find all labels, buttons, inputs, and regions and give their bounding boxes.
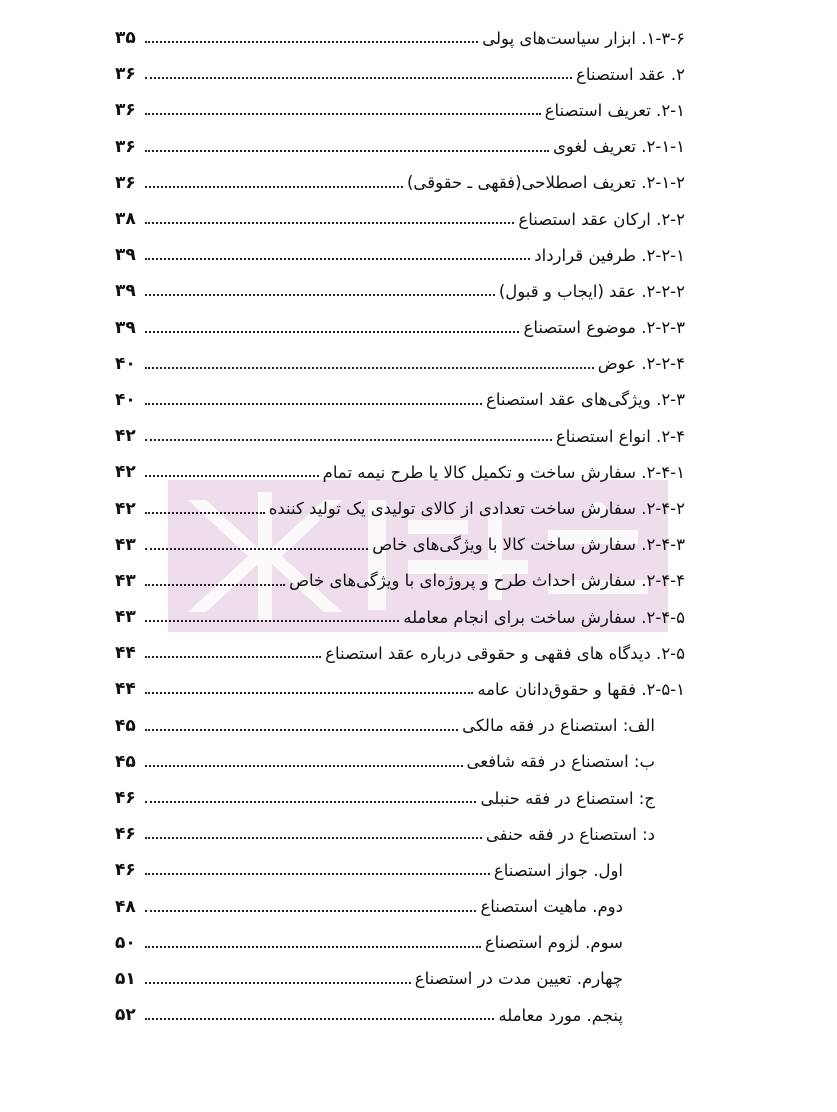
- toc-title: ۲-۱-۲. تعریف اصطلاحی(فقهی ـ حقوقی): [407, 173, 685, 193]
- toc-title: سوم. لزوم استصناع: [484, 933, 623, 953]
- toc-leader-dots: [145, 403, 482, 405]
- toc-entry: [115, 527, 685, 563]
- toc-entry: [115, 490, 685, 526]
- toc-title: ج: استصناع در فقه حنبلی: [480, 788, 655, 808]
- toc-leader-dots: [145, 150, 549, 152]
- toc-page-number: ۳۵: [115, 28, 136, 49]
- toc-entry: [115, 925, 685, 961]
- toc-page-number: ۴۳: [115, 534, 136, 555]
- toc-title: ۲-۲. ارکان عقد استصناع: [518, 209, 685, 229]
- toc-entry: [115, 237, 685, 273]
- toc-title: ۲-۱-۱. تعریف لغوی: [553, 137, 685, 157]
- toc-entry: [115, 418, 685, 454]
- toc-page-number: ۴۲: [115, 462, 136, 483]
- toc-entry: [115, 671, 685, 707]
- toc-title: ۱-۳-۶. ابزار سیاست‌های پولی: [482, 28, 685, 48]
- toc-leader-dots: [145, 982, 411, 984]
- toc-title: ۲-۵-۱. فقها و حقوق‌دانان عامه: [477, 679, 685, 699]
- toc-page-number: ۳۹: [115, 281, 136, 302]
- toc-page-number: ۴۳: [115, 607, 136, 628]
- toc-title: ۲-۴-۱. سفارش ساخت و تکمیل کالا یا طرح نیمه تمام: [322, 462, 685, 482]
- toc-entry: [115, 201, 685, 237]
- toc-entry: [115, 20, 685, 56]
- toc-page-number: ۳۶: [115, 172, 136, 193]
- toc-page-number: ۴۶: [115, 788, 136, 809]
- toc-page-number: ۳۶: [115, 100, 136, 121]
- toc-leader-dots: [145, 729, 458, 731]
- toc-leader-dots: [145, 1018, 494, 1020]
- toc-entry: [115, 780, 685, 816]
- toc-page-number: ۵۱: [115, 968, 136, 989]
- toc-leader-dots: [145, 367, 594, 369]
- toc-title: ۲-۳. ویژگی‌های عقد استصناع: [486, 390, 685, 410]
- toc-entry: [115, 129, 685, 165]
- toc-leader-dots: [145, 512, 265, 514]
- toc-leader-dots: [145, 331, 519, 333]
- toc-leader-dots: [145, 656, 321, 658]
- toc-page-number: ۴۲: [115, 426, 136, 447]
- table-of-contents: [115, 20, 685, 1033]
- toc-entry: [115, 635, 685, 671]
- toc-leader-dots: [145, 439, 552, 441]
- toc-leader-dots: [145, 258, 530, 260]
- toc-page-number: ۴۴: [115, 643, 136, 664]
- toc-entry: [115, 997, 685, 1033]
- toc-title: ۲-۱. تعریف استصناع: [544, 100, 685, 120]
- toc-title: ۲-۲-۲. عقد (ایجاب و قبول): [498, 281, 685, 301]
- toc-page-number: ۴۵: [115, 751, 136, 772]
- toc-entry: [115, 56, 685, 92]
- toc-page-number: ۳۶: [115, 64, 136, 85]
- toc-page-number: ۴۵: [115, 715, 136, 736]
- toc-entry: [115, 744, 685, 780]
- toc-entry: [115, 563, 685, 599]
- toc-leader-dots: [145, 186, 403, 188]
- toc-title: چهارم. تعیین مدت در استصناع: [414, 969, 623, 989]
- toc-leader-dots: [145, 475, 319, 477]
- toc-leader-dots: [145, 620, 399, 622]
- toc-page-number: ۵۲: [115, 1005, 136, 1026]
- toc-leader-dots: [145, 584, 285, 586]
- toc-title: اول. جواز استصناع: [493, 860, 623, 880]
- toc-title: ب: استصناع در فقه شافعی: [466, 752, 655, 772]
- toc-page-number: ۳۸: [115, 209, 136, 230]
- toc-leader-dots: [145, 765, 463, 767]
- toc-entry: [115, 599, 685, 635]
- toc-entry: [115, 92, 685, 128]
- toc-entry: [115, 273, 685, 309]
- toc-page-number: ۳۹: [115, 245, 136, 266]
- toc-entry: [115, 165, 685, 201]
- toc-title: ۲-۵. دیدگاه های فقهی و حقوقی درباره عقد استصناع: [325, 643, 685, 663]
- toc-title: ۲-۴. انواع استصناع: [555, 426, 685, 446]
- toc-leader-dots: [145, 873, 490, 875]
- toc-title: ۲. عقد استصناع: [575, 64, 685, 84]
- toc-title: ۲-۴-۲. سفارش ساخت تعدادی از کالای تولیدی یک تولید کننده: [268, 499, 685, 519]
- toc-leader-dots: [145, 801, 476, 803]
- toc-title: پنجم. مورد معامله: [498, 1005, 623, 1025]
- toc-title: د: استصناع در فقه حنفی: [485, 824, 655, 844]
- toc-page-number: ۴۳: [115, 570, 136, 591]
- toc-leader-dots: [145, 692, 473, 694]
- toc-entry: [115, 816, 685, 852]
- toc-title: ۲-۴-۴. سفارش احداث طرح و پروژه‌ای با ویژگی‌های خاص: [289, 571, 685, 591]
- toc-entry: [115, 454, 685, 490]
- toc-page-number: ۳۶: [115, 136, 136, 157]
- toc-title: دوم. ماهیت استصناع: [480, 897, 623, 917]
- toc-entry: [115, 708, 685, 744]
- toc-entry: [115, 852, 685, 888]
- toc-page-number: ۴۲: [115, 498, 136, 519]
- toc-entry: [115, 382, 685, 418]
- toc-leader-dots: [145, 77, 572, 79]
- toc-page-number: ۴۰: [115, 389, 136, 410]
- toc-title: الف: استصناع در فقه مالکی: [462, 716, 655, 736]
- toc-page-number: ۴۸: [115, 896, 136, 917]
- toc-entry: [115, 961, 685, 997]
- toc-page-number: ۴۶: [115, 824, 136, 845]
- toc-title: ۲-۴-۵. سفارش ساخت برای انجام معامله: [403, 607, 685, 627]
- toc-title: ۲-۲-۱. طرفین قرارداد: [534, 245, 685, 265]
- toc-leader-dots: [145, 113, 541, 115]
- toc-leader-dots: [145, 837, 482, 839]
- toc-title: ۲-۲-۴. عوض: [597, 354, 685, 374]
- toc-leader-dots: [145, 548, 368, 550]
- toc-leader-dots: [145, 946, 481, 948]
- toc-entry: [115, 346, 685, 382]
- toc-leader-dots: [145, 910, 476, 912]
- toc-page-number: ۴۶: [115, 860, 136, 881]
- toc-page-number: ۵۰: [115, 932, 136, 953]
- toc-entry: [115, 310, 685, 346]
- toc-leader-dots: [145, 41, 478, 43]
- toc-leader-dots: [145, 294, 495, 296]
- toc-page-number: ۴۰: [115, 353, 136, 374]
- toc-leader-dots: [145, 222, 514, 224]
- toc-page-number: ۳۹: [115, 317, 136, 338]
- toc-title: ۲-۲-۳. موضوع استصناع: [523, 318, 685, 338]
- toc-page-number: ۴۴: [115, 679, 136, 700]
- toc-title: ۲-۴-۳. سفارش ساخت کالا با ویژگی‌های خاص: [372, 535, 685, 555]
- toc-entry: [115, 889, 685, 925]
